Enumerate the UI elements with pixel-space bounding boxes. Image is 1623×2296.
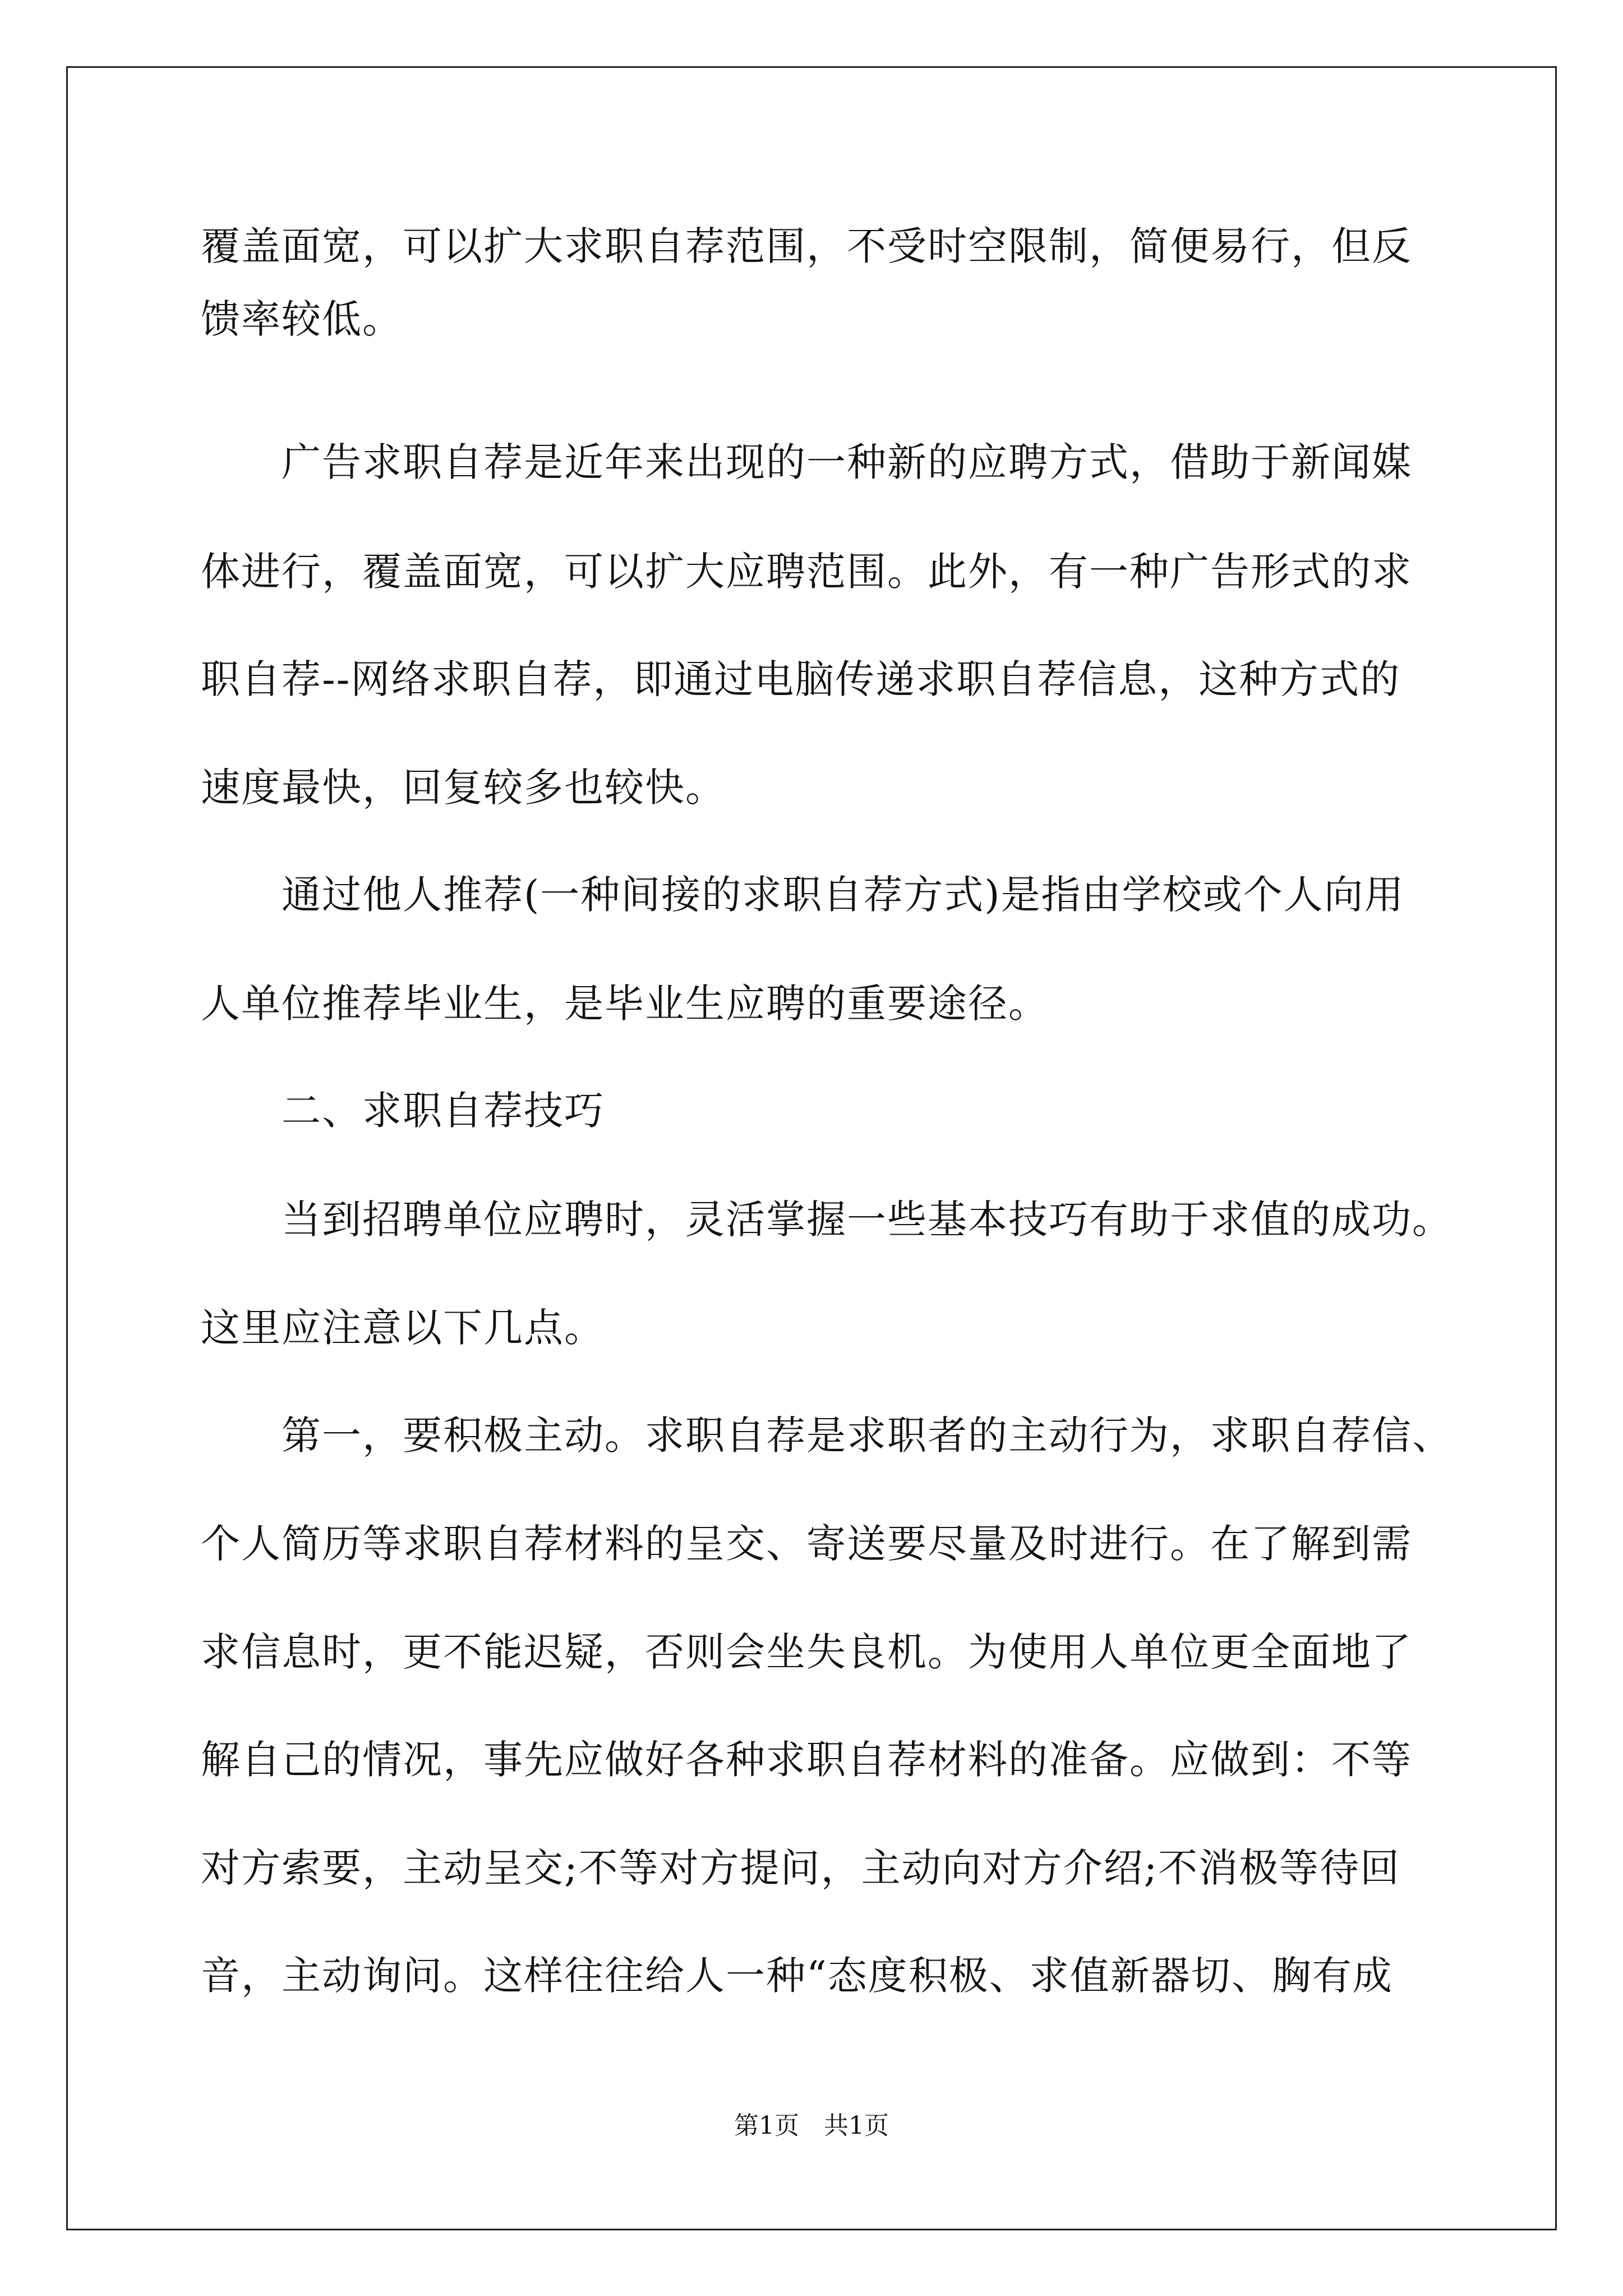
text-line: 职自荐--网络求职自荐，即通过电脑传递求职自荐信息，这种方式的 [201,656,1401,702]
text-line: 当到招聘单位应聘时，灵活掌握一些基本技巧有助于求值的成功。 [201,1197,1453,1243]
text-line: 体进行，覆盖面宽，可以扩大应聘范围。此外，有一种广告形式的求 [201,549,1412,595]
page-footer [0,2111,1623,2140]
text-line: 馈率较低。 [201,296,403,342]
page-number: 第1页 [734,2111,799,2140]
text-line: 这里应注意以下几点。 [201,1305,605,1351]
text-line: 第一，要积极主动。求职自荐是求职者的主动行为，求职自荐信、 [201,1412,1453,1458]
text-line: 人单位推荐毕业生，是毕业生应聘的重要途径。 [201,981,1049,1027]
section-heading: 二、求职自荐技巧 [201,1088,605,1134]
text-line: 解自己的情况，事先应做好各种求职自荐材料的准备。应做到：不等 [201,1737,1412,1783]
text-line: 个人简历等求职自荐材料的呈交、寄送要尽量及时进行。在了解到需 [201,1521,1412,1567]
page-border [66,66,1557,2230]
text-line: 求信息时，更不能迟疑，否则会坐失良机。为使用人单位更全面地了 [201,1629,1412,1675]
text-line: 音，主动询问。这样往往给人一种“态度积极、求值新器切、胸有成 [201,1953,1393,1999]
text-line: 通过他人推荐(一种间接的求职自荐方式)是指由学校或个人向用 [201,872,1405,918]
text-line: 对方索要，主动呈交;不等对方提问，主动向对方介绍;不消极等待回 [201,1845,1401,1891]
text-line: 覆盖面宽，可以扩大求职自荐范围，不受时空限制，简便易行，但反 [201,223,1412,269]
page-total: 共1页 [824,2111,889,2140]
text-line: 速度最快，回复较多也较快。 [201,765,726,811]
text-line: 广告求职自荐是近年来出现的一种新的应聘方式，借助于新闻媒 [201,439,1412,485]
